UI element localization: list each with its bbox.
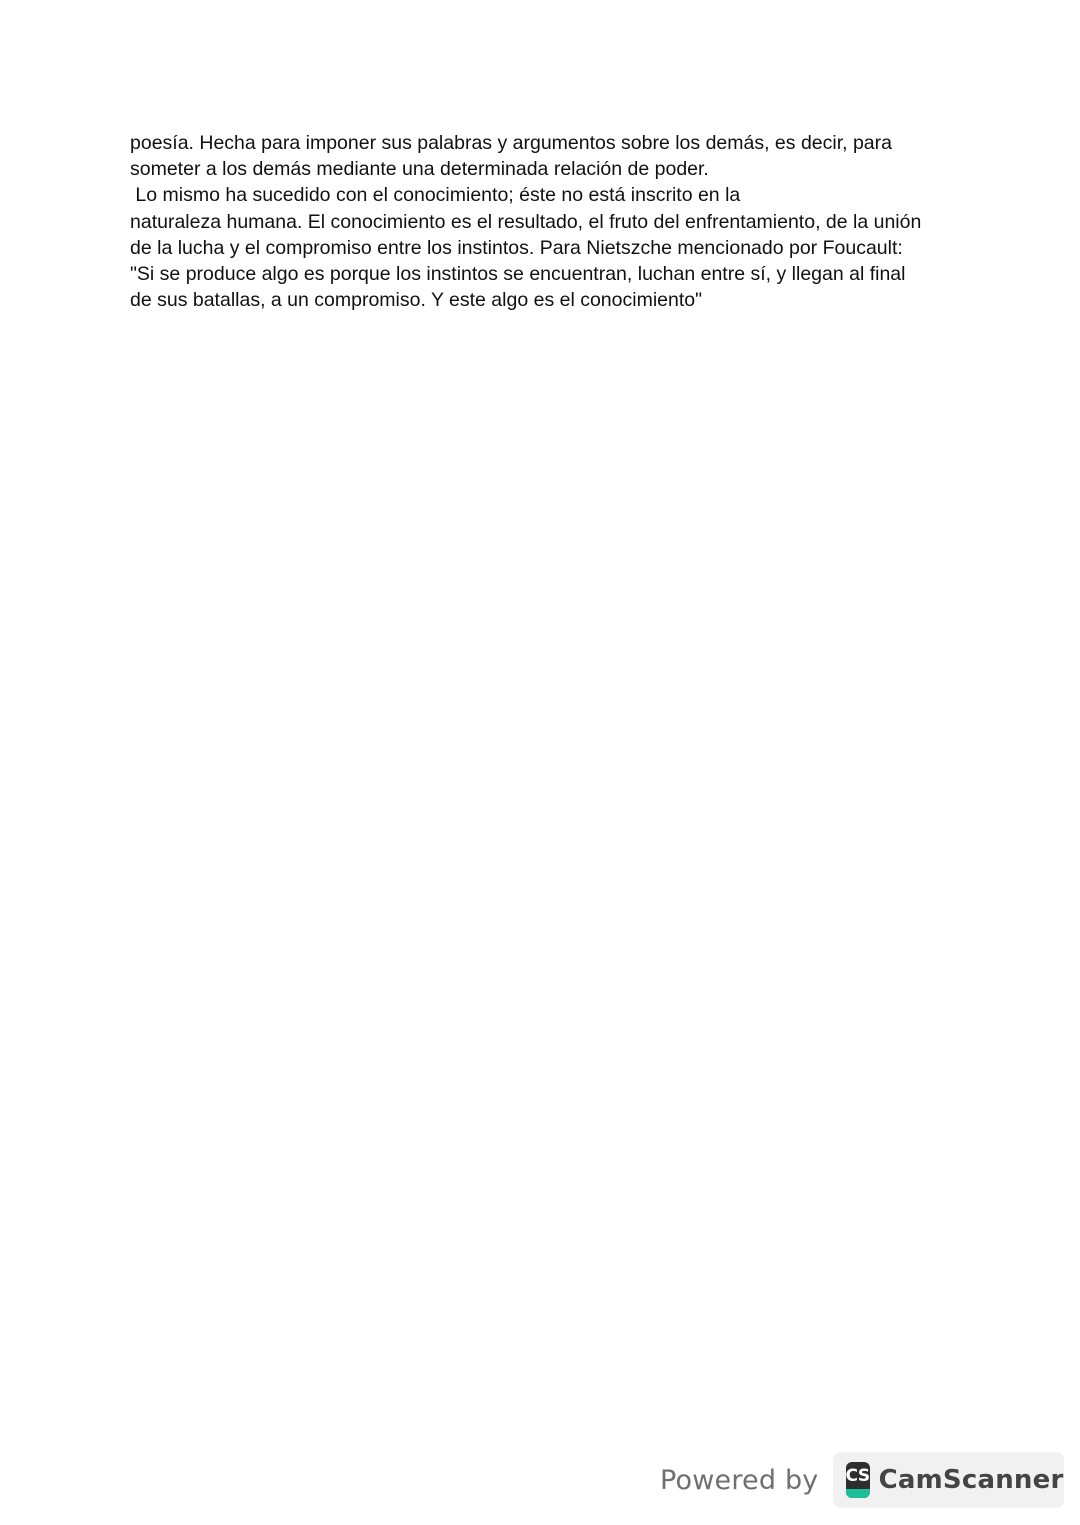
brand-name: CamScanner: [878, 1465, 1064, 1495]
text-line: naturaleza humana. El conocimiento es el resultado, el fruto del enfrentamiento, de la unión: [130, 210, 922, 233]
camscanner-watermark: [660, 1452, 1064, 1508]
text-line: poesía. Hecha para imponer sus palabras y argumentos sobre los demás, es decir, para: [130, 132, 892, 154]
camscanner-badge: [833, 1452, 1064, 1508]
powered-by-label: Powered by: [660, 1464, 819, 1496]
text-line: someter a los demás mediante una determinada relación de poder.: [130, 158, 709, 181]
text-line: de la lucha y el compromiso entre los instintos. Para Nietszche mencionado por Foucault:: [130, 236, 903, 259]
text-line: de sus batallas, a un compromiso. Y este algo es el conocimiento": [130, 289, 703, 312]
camscanner-logo-icon: [846, 1462, 870, 1498]
logo-letters: CS: [845, 1466, 870, 1486]
body-text: [130, 130, 960, 313]
text-line: "Si se produce algo es porque los instintos se encuentran, luchan entre sí, y llegan al final: [130, 263, 906, 286]
text-line: Lo mismo ha sucedido con el conocimiento; éste no está inscrito en la: [130, 184, 741, 207]
logo-stripe: [846, 1489, 870, 1498]
